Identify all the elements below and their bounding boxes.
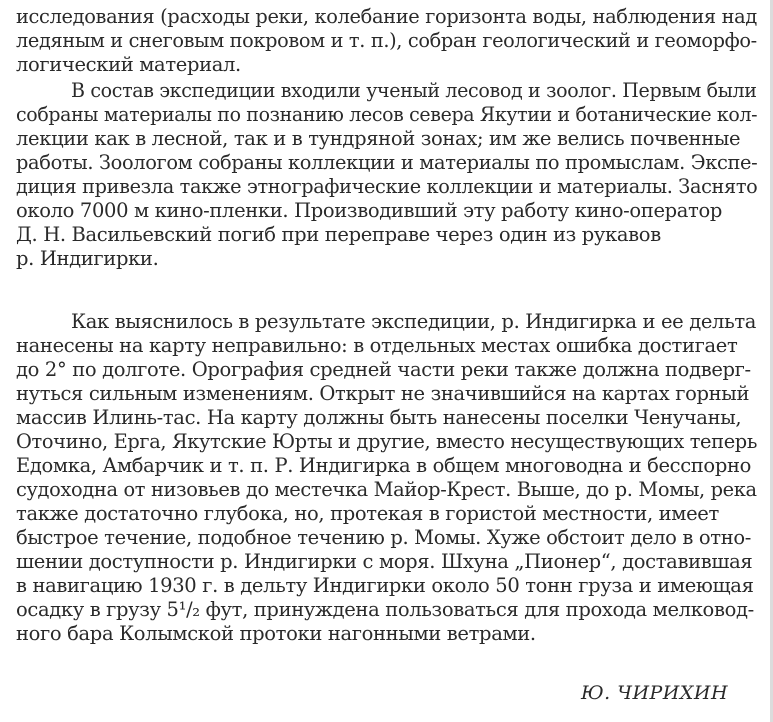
paragraph-2-line-7: Д. Н. Васильевский погиб при переправе через один из рукавов: [16, 223, 661, 246]
paragraph-3-line-14: ного бара Колымской протоки нагонными ветрами.: [16, 622, 536, 645]
paragraph-3-line-3: до 2° по долготе. Орография средней части реки также должна подверг-: [16, 358, 751, 381]
paragraph-3-line-6: Оточино, Ерга, Якутские Юрты и другие, вместо несуществующих теперь: [16, 430, 758, 453]
paragraph-3-line-13: осадку в грузу 5¹/₂ фут, принуждена пользоваться для прохода мелковод-: [16, 598, 754, 621]
paragraph-2-line-2: собраны материалы по познанию лесов севера Якутии и ботанические кол-: [16, 103, 758, 126]
paragraph-3-line-9: также достаточно глубока, но, протекая в гористой местности, имеет: [16, 502, 719, 525]
paragraph-2-line-3: лекции как в лесной, так и в тундряной зонах; им же велись почвенные: [16, 127, 741, 150]
paragraph-3-line-12: в навигацию 1930 г. в дельту Индигирки около 50 тонн груза и имеющая: [16, 574, 754, 597]
paragraph-3-line-7: Едомка, Амбарчик и т. п. Р. Индигирка в общем многоводна и бесспорно: [16, 454, 751, 477]
paragraph-2-line-6: около 7000 м кино-пленки. Производивший эту работу кино-оператор: [16, 199, 723, 222]
paragraph-3-line-1: Как выяснилось в результате экспедиции, р. Индигирка и ее дельта: [71, 310, 757, 333]
paragraph-2-line-1: В состав экспедиции входили ученый лесовод и зоолог. Первым были: [71, 79, 757, 102]
paragraph-3-line-10: быстрое течение, подобное течению р. Момы. Хуже обстоит дело в отно-: [16, 526, 751, 549]
paragraph-1-line-3: логический материал.: [16, 53, 241, 76]
paragraph-1-line-2: ледяным и снеговым покровом и т. п.), собран геологический и геоморфо-: [16, 29, 757, 52]
paragraph-2-line-5: диция привезла также этнографические коллекции и материалы. Заснято: [16, 175, 758, 198]
paragraph-3-line-4: нуться сильным изменениям. Открыт не значившийся на картах горный: [16, 382, 750, 405]
author-signature: Ю. ЧИРИХИН: [581, 682, 729, 704]
paragraph-3-line-2: нанесены на карту неправильно: в отдельных местах ошибка достигает: [16, 334, 738, 357]
paragraph-2-line-4: работы. Зоологом собраны коллекции и материалы по промыслам. Экспе-: [16, 151, 758, 174]
paragraph-2-line-8: р. Индигирки.: [16, 247, 159, 270]
paragraph-3-line-5: массив Илинь-тас. На карту должны быть нанесены поселки Ченучаны,: [16, 406, 742, 429]
paragraph-1-line-1: исследования (расходы реки, колебание горизонта воды, наблюдения над: [16, 5, 757, 28]
paragraph-3-line-8: судоходна от низовьев до местечка Майор-Крест. Выше, до р. Момы, река: [16, 478, 757, 501]
paragraph-3-line-11: шении доступности р. Индигирки с моря. Шхуна „Пионер“, доставившая: [16, 550, 753, 573]
